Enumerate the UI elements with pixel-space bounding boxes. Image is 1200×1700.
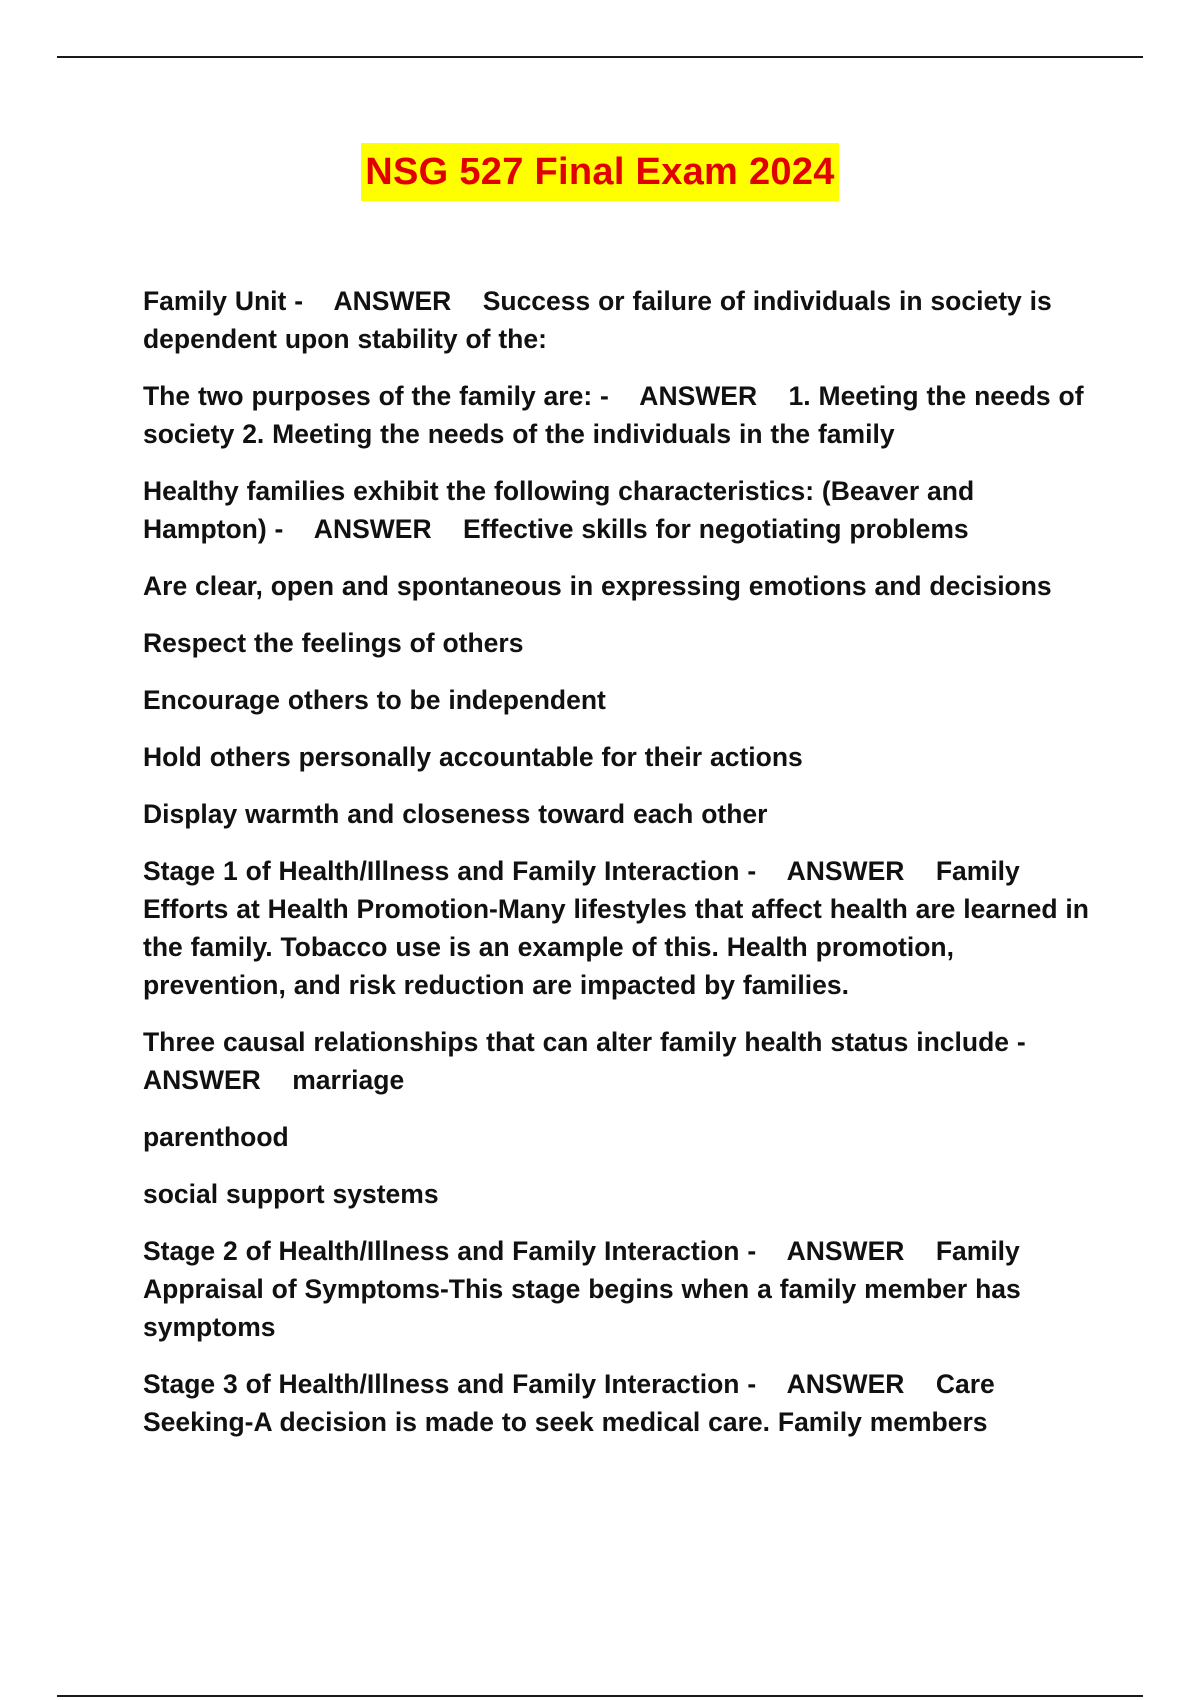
paragraph-encourage-independent: Encourage others to be independent xyxy=(143,685,606,715)
paragraph-clear-open: Are clear, open and spontaneous in expressing emotions and decisions xyxy=(143,571,1052,601)
paragraph-display-warmth: Display warmth and closeness toward each other xyxy=(143,799,768,829)
paragraph-stage-2: Stage 2 of Health/Illness and Family Interaction - ANSWER Family Appraisal of Symptoms-This stage begins when a family member has symptoms xyxy=(143,1236,1029,1342)
paragraph-stage-1: Stage 1 of Health/Illness and Family Interaction - ANSWER Family Efforts at Health Promotion-Many lifestyles that affect health are learned in the family. Tobacco use is an example of this. Health promotion, prevention, and risk reduction are impacted by families. xyxy=(143,856,1097,1000)
paragraph-social-support: social support systems xyxy=(143,1179,439,1209)
paragraph-family-purposes: The two purposes of the family are: - ANSWER 1. Meeting the needs of society 2. Meeting the needs of the individuals in the family xyxy=(143,381,1092,449)
paragraph-stage-3: Stage 3 of Health/Illness and Family Interaction - ANSWER Care Seeking-A decision is made to seek medical care. Family members xyxy=(143,1369,1003,1437)
paragraph-healthy-families: Healthy families exhibit the following characteristics: (Beaver and Hampton) - ANSWER Effective skills for negotiating problems xyxy=(143,476,983,544)
title-container xyxy=(0,143,1200,201)
paragraph-family-unit: Family Unit - ANSWER Success or failure of individuals in society is dependent upon stability of the: xyxy=(143,286,1060,354)
paragraph-hold-accountable: Hold others personally accountable for their actions xyxy=(143,742,803,772)
top-rule xyxy=(57,56,1143,58)
paragraph-parenthood: parenthood xyxy=(143,1122,289,1152)
bottom-rule xyxy=(57,1695,1143,1697)
document-body xyxy=(143,282,1097,1460)
paragraph-causal-relationships: Three causal relationships that can alter family health status include - ANSWER marriage xyxy=(143,1027,1057,1095)
paragraph-respect-feelings: Respect the feelings of others xyxy=(143,628,524,658)
document-title: NSG 527 Final Exam 2024 xyxy=(361,143,839,201)
